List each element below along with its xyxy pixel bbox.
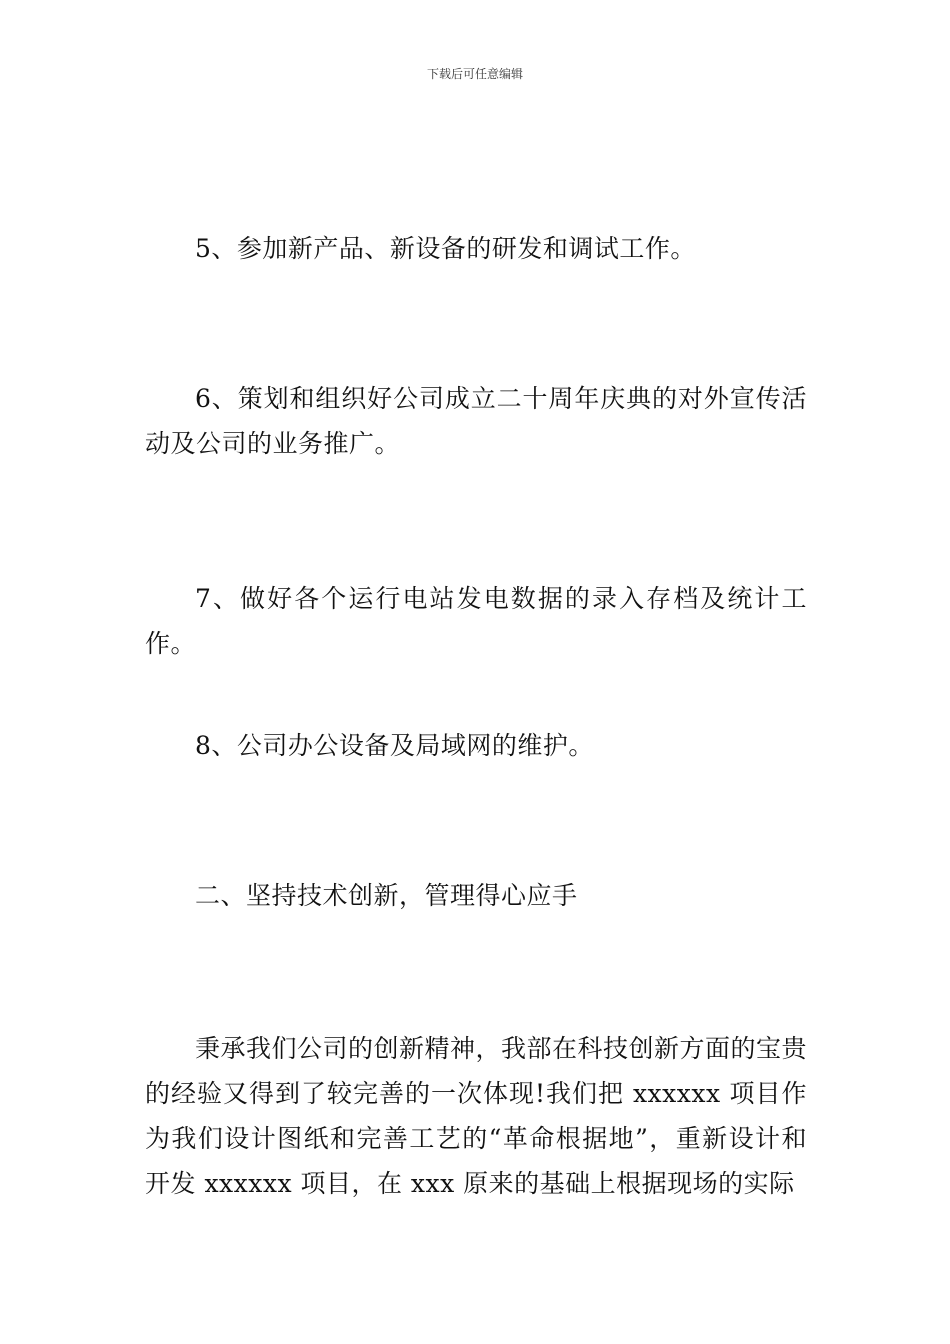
list-item-7: 7、做好各个运行电站发电数据的录入存档及统计工作。 bbox=[145, 584, 807, 658]
list-item-6: 6、策划和组织好公司成立二十周年庆典的对外宣传活动及公司的业务推广。 bbox=[145, 384, 807, 458]
page-header: 下载后可任意编辑 bbox=[426, 67, 523, 81]
body-paragraph: 秉承我们公司的创新精神，我部在科技创新方面的宝贵的经验又得到了较完善的一次体现!我们把 xxxxxx 项目作为我们设计图纸和完善工艺的“革命根据地”，重新设计和开发 xxxxxx 项目，在 xxx 原来的基础上根据现场的实际 bbox=[145, 1034, 808, 1198]
section-heading: 二、坚持技术创新，管理得心应手 bbox=[195, 881, 578, 910]
list-item-8: 8、公司办公设备及局域网的维护。 bbox=[195, 731, 594, 760]
list-item-5: 5、参加新产品、新设备的研发和调试工作。 bbox=[195, 234, 696, 263]
